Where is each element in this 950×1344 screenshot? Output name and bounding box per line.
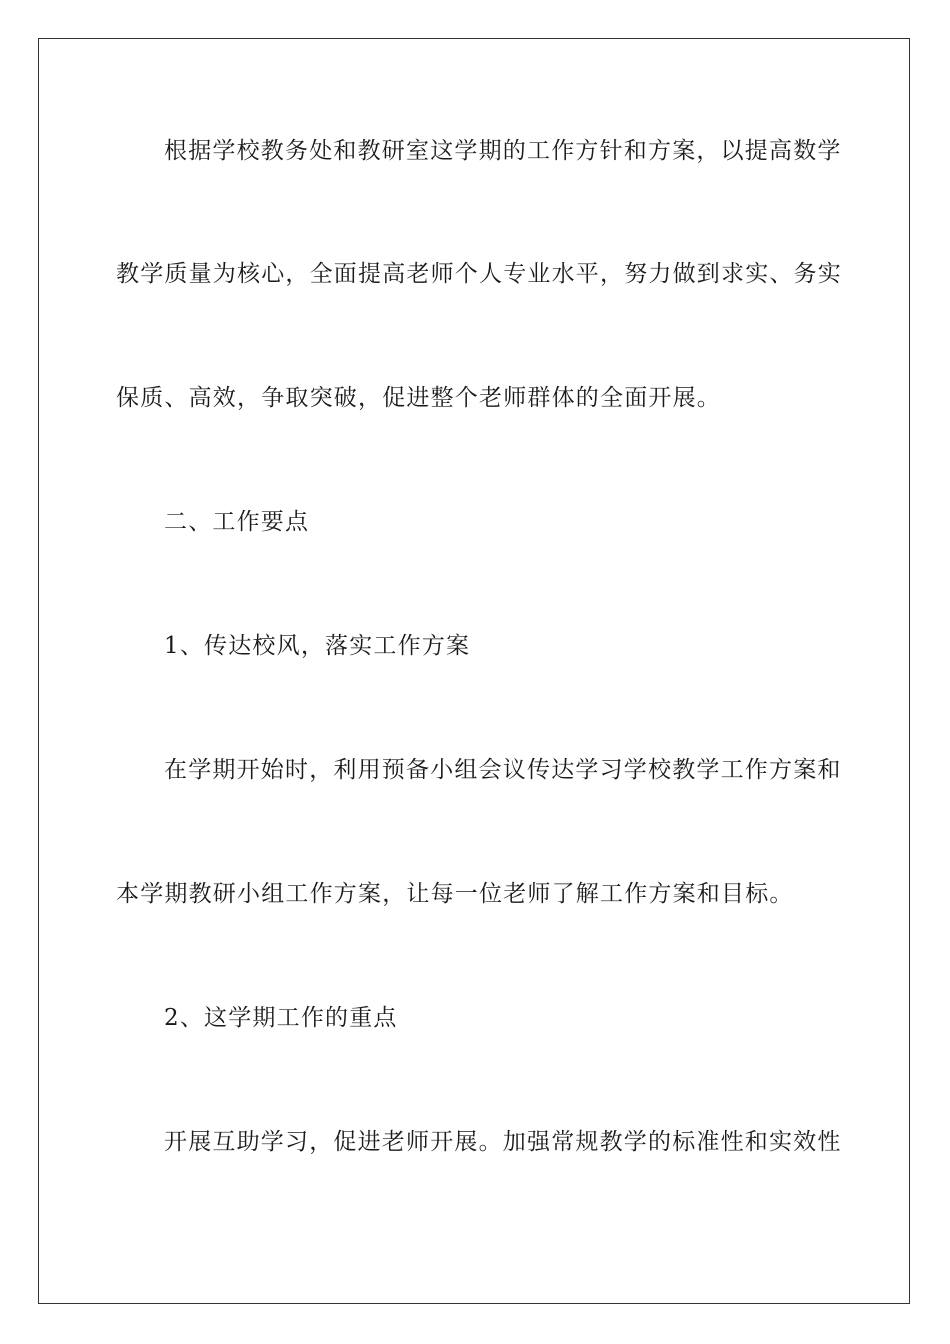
subheading-1: 1、传达校风，落实工作方案 xyxy=(164,633,471,659)
paragraph-line-2: 教学质量为核心，全面提高老师个人专业水平，努力做到求实、务实 xyxy=(116,261,842,287)
page-frame xyxy=(38,38,910,1304)
paragraph-line-3: 保质、高效，争取突破，促进整个老师群体的全面开展。 xyxy=(116,385,721,411)
paragraph-line-5: 本学期教研小组工作方案，让每一位老师了解工作方案和目标。 xyxy=(116,881,794,907)
paragraph-line-4: 在学期开始时，利用预备小组会议传达学习学校教学工作方案和 xyxy=(164,757,842,783)
subheading-2: 2、这学期工作的重点 xyxy=(164,1005,398,1031)
paragraph-line-6: 开展互助学习，促进老师开展。加强常规教学的标准性和实效性 xyxy=(164,1129,842,1155)
paragraph-line-1: 根据学校教务处和教研室这学期的工作方针和方案，以提高数学 xyxy=(164,138,842,164)
section-heading: 二、工作要点 xyxy=(164,509,310,535)
